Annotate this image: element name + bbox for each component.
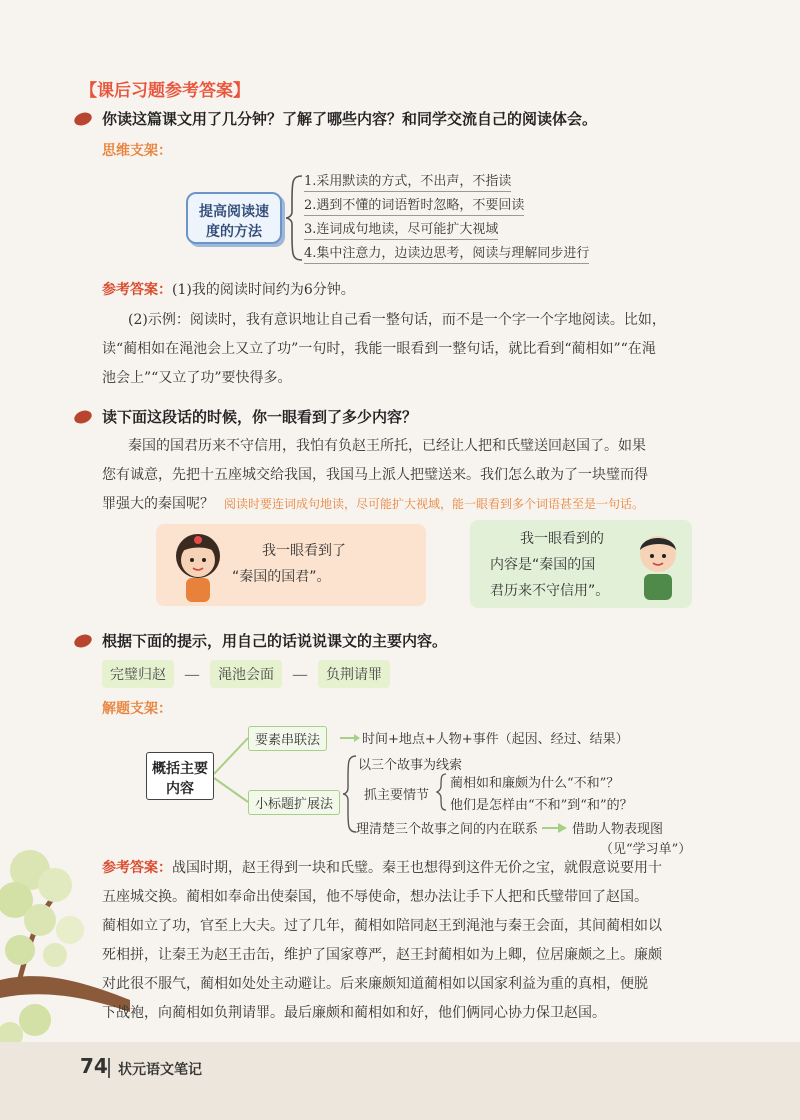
prompt-2: 渑池会面 [210,660,282,688]
bubble-right-line-3: 君历来不守信用”。 [490,583,610,599]
answer-label: 参考答案： [102,282,172,298]
bubble-left [156,524,426,606]
method-b-2: 抓主要情节 [364,788,430,803]
answer-2-line-3: 池会上”“又立了功”要快得多。 [102,370,292,386]
method-b-3-note: （见“学习单”） [600,842,692,857]
prompt-3: 负荆请罪 [318,660,390,688]
passage-line-1: 秦国的国君历来不守信用，我怕有负赵王所托，已经让人把和氏璧送回赵国了。如果 [128,438,646,454]
answer-3-line-1: 战国时期，赵王得到一块和氏璧。秦王也想得到这件无价之宝，就假意说要用十 [172,860,662,876]
section-title: 【课后习题参考答案】 [80,81,250,101]
method-b: 小标题扩展法 [248,790,340,815]
footer-strip [0,1042,800,1120]
bubble-left-line-2: “秦国的国君”。 [232,569,331,585]
girl-avatar [168,528,228,604]
boy-avatar [630,528,686,606]
passage-line-3: 罪强大的秦国呢？ [102,496,214,512]
method-2: 2.遇到不懂的词语暂时忽略，不要回读 [304,194,524,216]
method-4: 4.集中注意力，边读边思考，阅读与理解同步进行 [304,242,589,264]
mindmap-center-summary: 概括主要内容 [146,752,214,800]
framework-label-2: 解题支架： [102,701,172,717]
footer-divider [108,1058,110,1078]
method-a-detail: 时间+地点+人物+事件（起因、经过、结果） [362,732,629,747]
question-1 [74,108,597,129]
answer-2-line-2: 读“蔺相如在渑池会上又立了功”一句时，我能一眼看到一整句话，就比看到“蔺相如”“在渑 [102,341,656,357]
reading-tip: 阅读时要连词成句地读，尽可能扩大视域，能一眼看到多个词语甚至是一句话。 [224,497,645,511]
question-2 [74,406,417,427]
answer-3-line-2: 五座城交换。蔺相如奉命出使秦国，他不辱使命，想办法让手下人把和氏璧带回了赵国。 [102,889,648,905]
bullet-icon [72,632,93,649]
prompt-1: 完璧归赵 [102,660,174,688]
book-title: 状元语文笔记 [118,1062,202,1078]
method-b-2b: 他们是怎样由“不和”到“和”的？ [450,798,633,813]
prompt-dash-1: — [184,664,200,684]
question-3-text: 根据下面的提示，用自己的话说说课文的主要内容。 [102,632,448,650]
prompt-dash-2: — [292,664,308,684]
question-3 [74,630,447,651]
answer-1: (1)我的阅读时间约为6分钟。 [172,282,355,298]
bubble-right-line-1: 我一眼看到的 [520,531,604,547]
answer-3-line-1-row [102,854,662,883]
answer-3-line-4: 死相拼，让秦王为赵王击缶，维护了国家尊严，赵王封蔺相如为上卿，位居廉颇之上。廉颇 [102,947,662,963]
method-1: 1.采用默读的方式，不出声，不指读 [304,170,511,192]
bubble-right-line-2: 内容是“秦国的国 [490,557,596,573]
method-b-3-row [356,818,663,837]
method-b-1: 以三个故事为线索 [358,758,463,773]
method-a: 要素串联法 [248,726,327,751]
bullet-icon [72,408,93,425]
answer-1-line [102,276,355,305]
method-b-2-brace [436,772,448,812]
answer-label-2: 参考答案： [102,860,172,876]
method-b-2a: 蔺相如和廉颇为什么“不和”？ [450,776,620,791]
answer-3-line-6: 下战袍，向蔺相如负荆请罪。最后廉颇和蔺相如和好，他们俩同心协力保卫赵国。 [102,1005,606,1021]
bullet-icon [72,110,93,127]
arrow-right-icon [542,822,568,834]
page-number: 74 [80,1054,108,1078]
prompt-row [102,660,390,688]
method-b-3: 理清楚三个故事之间的内在联系 [356,822,539,837]
mindmap-brace [284,172,304,264]
question-1-text: 你读这篇课文用了几分钟？了解了哪些内容？和同学交流自己的阅读体会。 [102,110,598,128]
bubble-left-line-1: 我一眼看到了 [262,543,346,559]
mindmap-center-reading: 提高阅读速度的方法 [186,192,282,244]
question-2-text: 读下面这段话的时候，你一眼看到了多少内容？ [102,408,418,426]
bubble-right [470,520,692,608]
passage-line-2: 您有诚意，先把十五座城交给我国，我国马上派人把璧送来。我们怎么敢为了一块璧而得 [102,467,648,483]
method-3: 3.连词成句地读，尽可能扩大视域 [304,218,498,240]
answer-3-line-5: 对此很不服气，蔺相如处处主动避让。后来廉颇知道蔺相如以国家利益为重的真相，便脱 [102,976,648,992]
method-b-3-result: 借助人物表现图 [572,822,664,837]
framework-label: 思维支架： [102,143,172,159]
passage-line-3-row [102,490,644,519]
answer-2-line-1: (2)示例：阅读时，我有意识地让自己看一整句话，而不是一个字一个字地阅读。比如， [128,312,666,328]
answer-3-line-3: 蔺相如立了功，官至上大夫。过了几年，蔺相如陪同赵王到渑池与秦王会面，其间蔺相如以 [102,918,662,934]
